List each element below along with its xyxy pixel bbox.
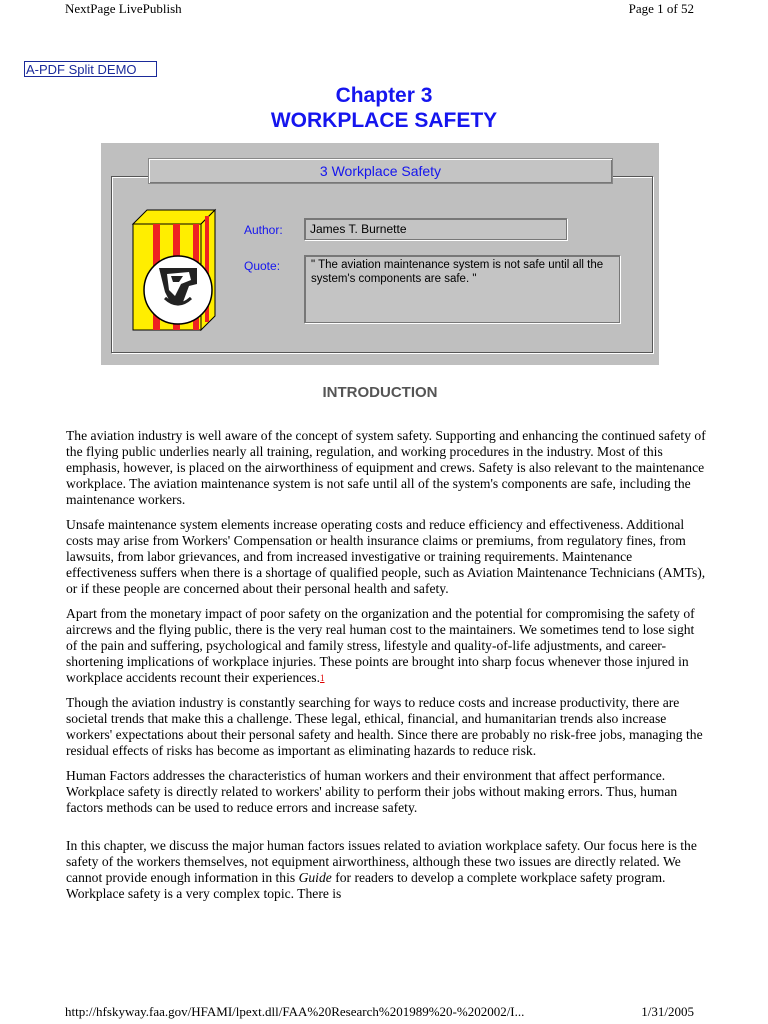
paragraph: Human Factors addresses the characteristics of human workers and their environment that affect performance. Workplace safety is directly related to workers' ability to perform their jobs without making errors. Thus, human factors methods can be used to reduce errors and increase safety. (66, 768, 678, 815)
guide-italic: Guide (298, 870, 332, 885)
body-text (66, 428, 706, 911)
footer-date: 1/31/2005 (641, 1004, 694, 1019)
quote-label: Quote: (244, 259, 281, 273)
header-page-count: Page 1 of 52 (628, 1, 694, 16)
section-heading: INTRODUCTION (322, 384, 438, 401)
paragraph: The aviation industry is well aware of the concept of system safety. Supporting and enhancing the continued safety of the flying public underlies nearly all training, regulation, and working procedures in the industry. Most of this emphasis, however, is placed on the airworthiness of equipment and crews. Safety is also relevant to the maintenance workplace. The aviation maintenance system is not safe until all of the system's components are safe, including the maintenance workers. (66, 428, 706, 507)
footnote-link[interactable]: 1 (320, 673, 325, 683)
paragraph-text: In this chapter, we discuss the major human factors issues related to aviation workplace safety. Our focus here is the safety of the workers themselves, not equipment airworthiness, although these two issues are directly related. We cannot provide enough information in this (66, 838, 697, 885)
quote-field: " The aviation maintenance system is not safe until all the system's components are safe. " (304, 255, 620, 323)
chapter-info-panel (101, 143, 659, 365)
paragraph (66, 606, 706, 686)
chapter-number: Chapter 3 (335, 84, 433, 107)
paragraph-text: Apart from the monetary impact of poor safety on the organization and the potential for compromising the safety of aircrews and the flying public, there is the very real human cost to the maintainers. We sometimes tend to lose sight of the pain and suffering, psychological and family stress, lifestyle and quality-of-life adjustments, and career-shortening implications of workplace injuries. These points are brought into sharp focus whenever those injured in workplace accidents recount their experiences. (66, 606, 695, 685)
watermark-label: A-PDF Split DEMO (24, 61, 157, 77)
header-app-name: NextPage LivePublish (65, 1, 182, 16)
author-field: James T. Burnette (304, 218, 567, 240)
paragraph-text: for readers to develop a complete workplace safety program. Workplace safety is a very complex topic. There is (66, 870, 666, 901)
book-icon (131, 206, 221, 331)
paragraph: Though the aviation industry is constantly searching for ways to reduce costs and increase productivity, there are societal trends that make this a challenge. These legal, ethical, financial, and humanitarian trends also increase workers' expectations about their personal safety and health. Since there are probably no risk-free jobs, managing the residual effects of risks has become as important as eliminating hazards to reduce risk. (66, 695, 703, 758)
panel-title: 3 Workplace Safety (148, 158, 613, 184)
chapter-title: WORKPLACE SAFETY (270, 109, 498, 132)
paragraph (66, 838, 706, 902)
paragraph: Unsafe maintenance system elements increase operating costs and reduce efficiency and effectiveness. Additional costs may arise from Workers' Compensation or health insurance claims or premiums, from regulatory fines, from lawsuits, from labor grievances, and from increased investigative or training requirements. Maintenance effectiveness suffers when there is a shortage of qualified people, such as Aviation Maintenance Technicians (AMTs), or if these people are concerned about their personal health and safety. (66, 517, 706, 596)
author-label: Author: (244, 223, 283, 237)
footer-url: http://hfskyway.faa.gov/HFAMI/lpext.dll/FAA%20Research%201989%20-%202002/I... (65, 1004, 525, 1019)
